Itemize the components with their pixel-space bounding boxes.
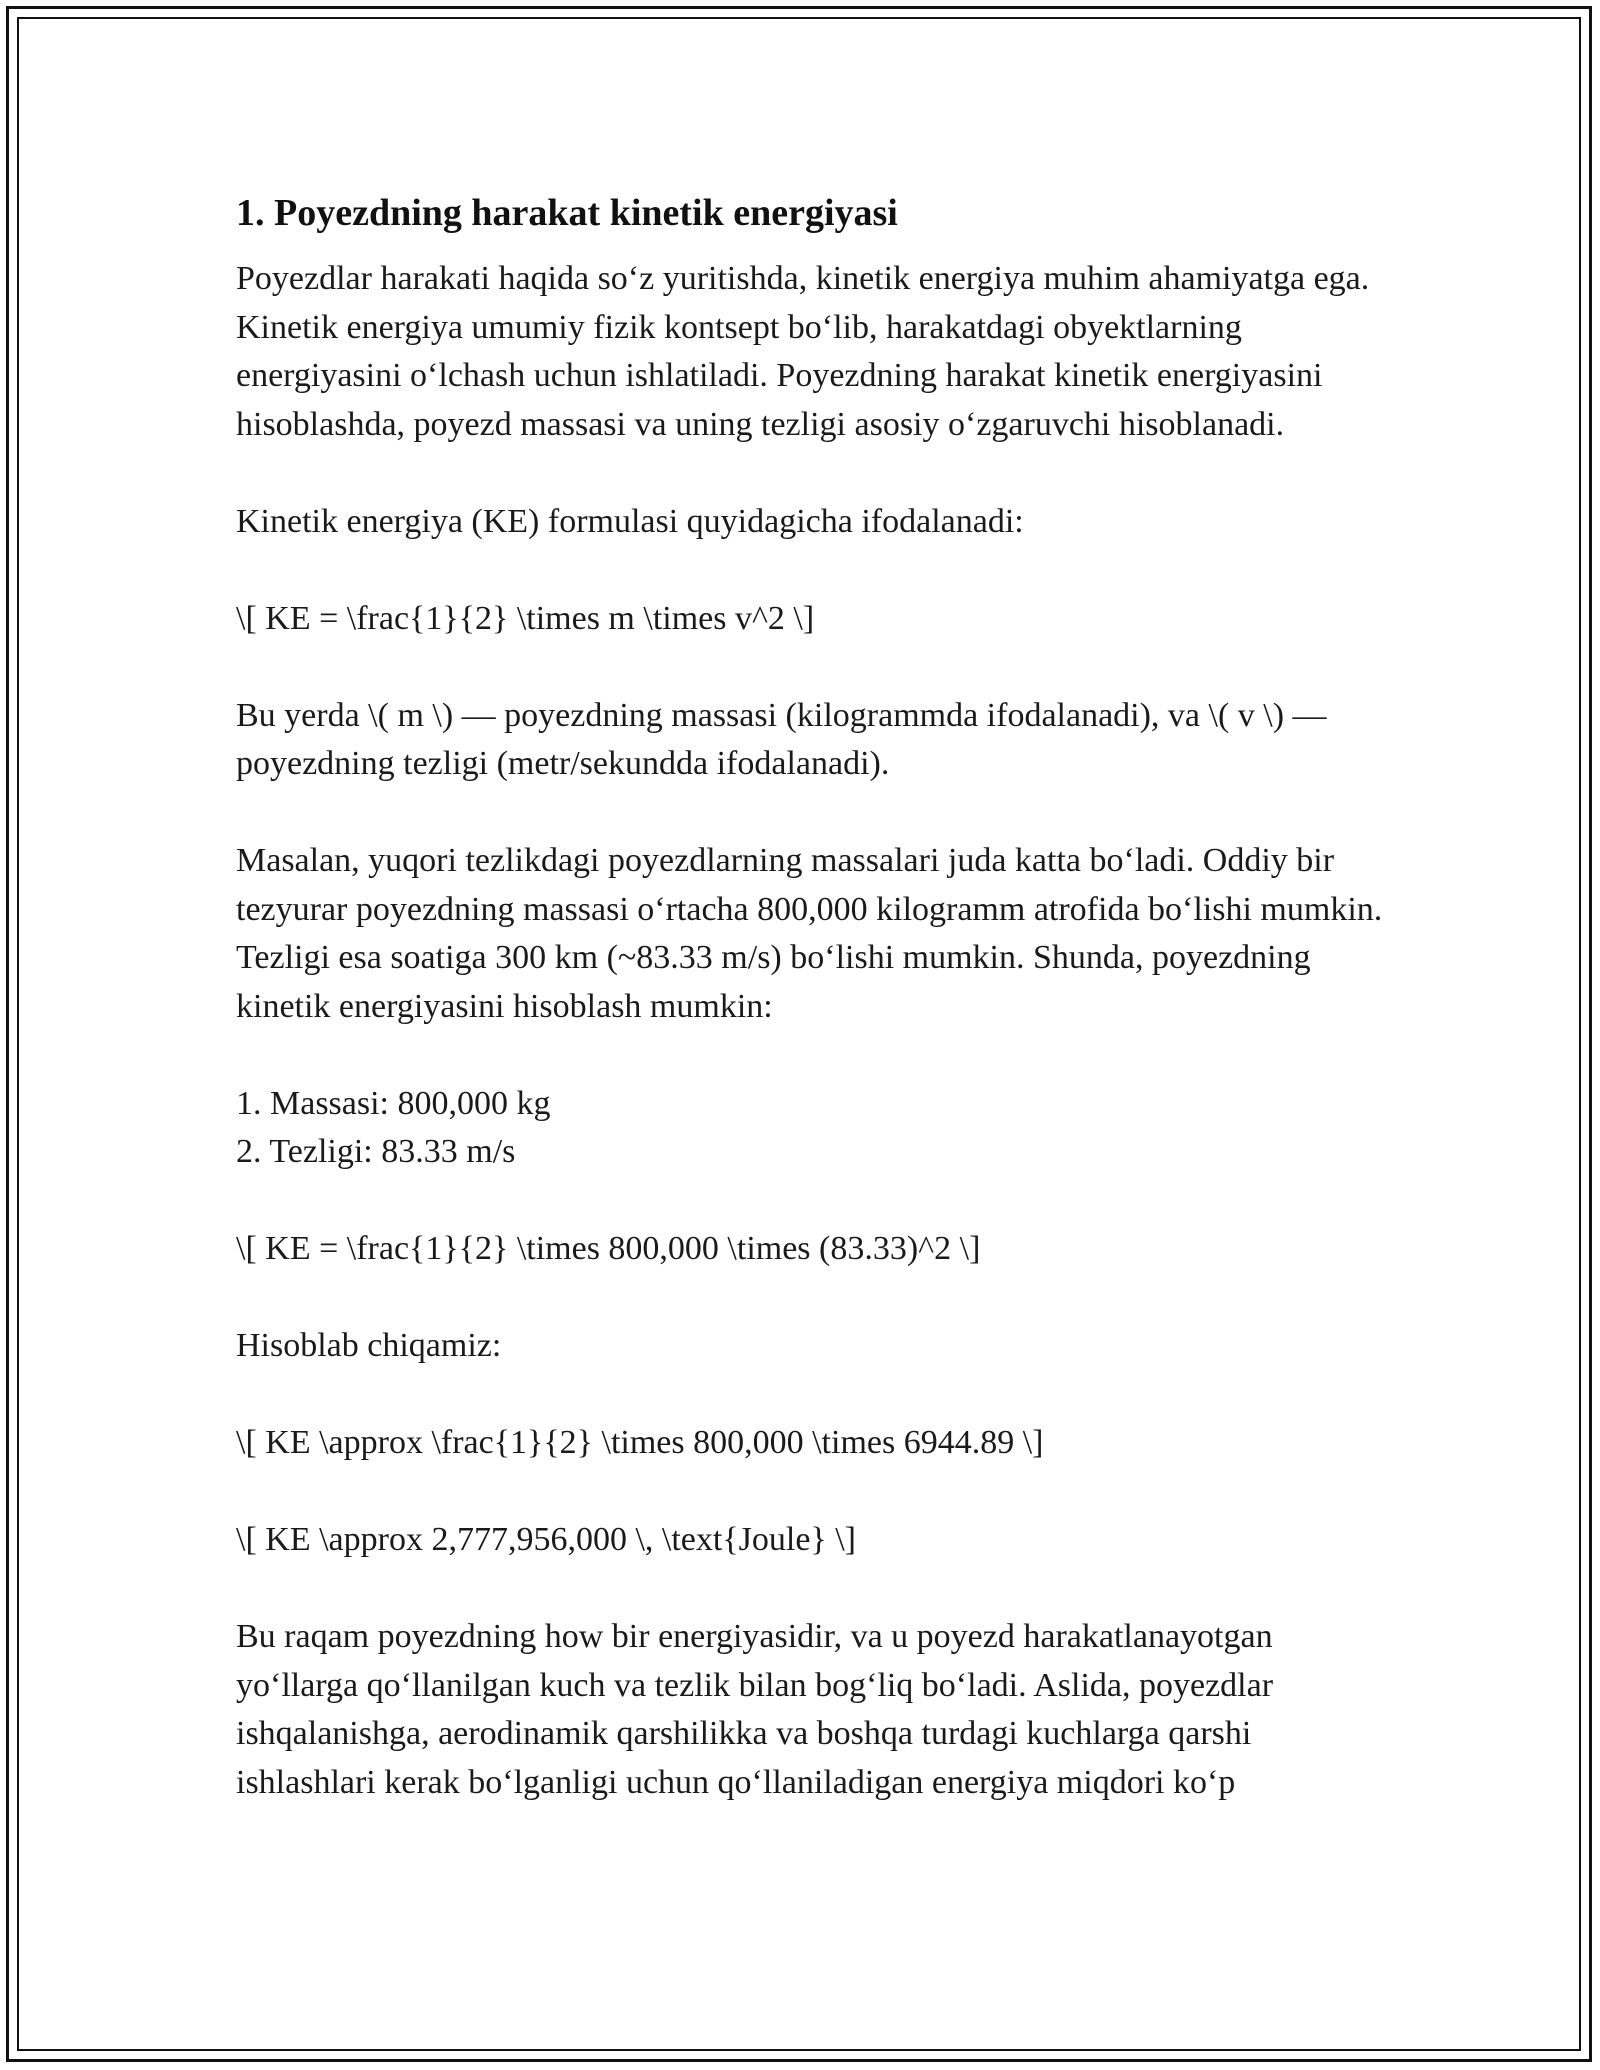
paragraph-conclusion: Bu raqam poyezdning how bir energiyasidir, va u poyezd harakatlanayotgan yo‘llarga qo‘llanilgan kuch va tezlik bilan bog‘liq bo‘ladi. Aslida, poyezdlar ishqalanishga, aerodinamik qarshilikka va boshqa turdagi kuchlarga qarshi ishlashlari kerak bo‘lganligi uchun qo‘llaniladigan energiya miqdori ko‘p [236,1618,1274,1801]
paragraph-calculate: Hisoblab chiqamiz: [236,1327,502,1364]
formula-ke: \[ KE = \frac{1}{2} \times m \times v^2 \] [236,599,815,637]
paragraph-variables: Bu yerda \( m \) — poyezdning massasi (kilogrammda ifodalanadi), va \( v \) — poyezdning tezligi (metr/sekundda ifodalanadi). [236,696,1327,782]
paragraph-example: Masalan, yuqori tezlikdagi poyezdlarning massalari juda katta bo‘ladi. Oddiy bir tezyurar poyezdning massasi o‘rtacha 800,000 kilogramm atrofida bo‘lishi mumkin. Tezligi esa soatiga 300 km (~83.33 m/s) bo‘lishi mumkin. Shunda, poyezdning kinetik energiyasini hisoblash mumkin: [236,842,1383,1025]
list-item-mass: 1. Massasi: 800,000 kg [236,1084,551,1122]
paragraph-formula-intro: Kinetik energiya (KE) formulasi quyidagicha ifodalanadi: [236,502,1024,540]
paragraph-intro: Poyezdlar harakati haqida so‘z yuritishda, kinetik energiya muhim ahamiyatga ega. Kinetik energiya umumiy fizik kontsept bo‘lib, harakatdagi obyektlarning energiyasini o‘lchash uchun ishlatiladi. Poyezdning harakat kinetik energiyasini hisoblashda, poyezd massasi va uning tezligi asosiy o‘zgaruvchi hisoblanadi. [236,260,1370,443]
list-item-speed: 2. Tezligi: 83.33 m/s [236,1133,516,1170]
formula-ke-approx: \[ KE \approx \frac{1}{2} \times 800,000 \times 6944.89 \] [236,1424,1044,1461]
document-page [236,185,1386,1856]
values-list [236,1080,1386,1177]
formula-ke-result: \[ KE \approx 2,777,956,000 \, \text{Joule} \] [236,1521,857,1558]
section-title: 1. Poyezdning harakat kinetik energiyasi [236,192,898,234]
formula-ke-substituted: \[ KE = \frac{1}{2} \times 800,000 \times (83.33)^2 \] [236,1230,981,1267]
